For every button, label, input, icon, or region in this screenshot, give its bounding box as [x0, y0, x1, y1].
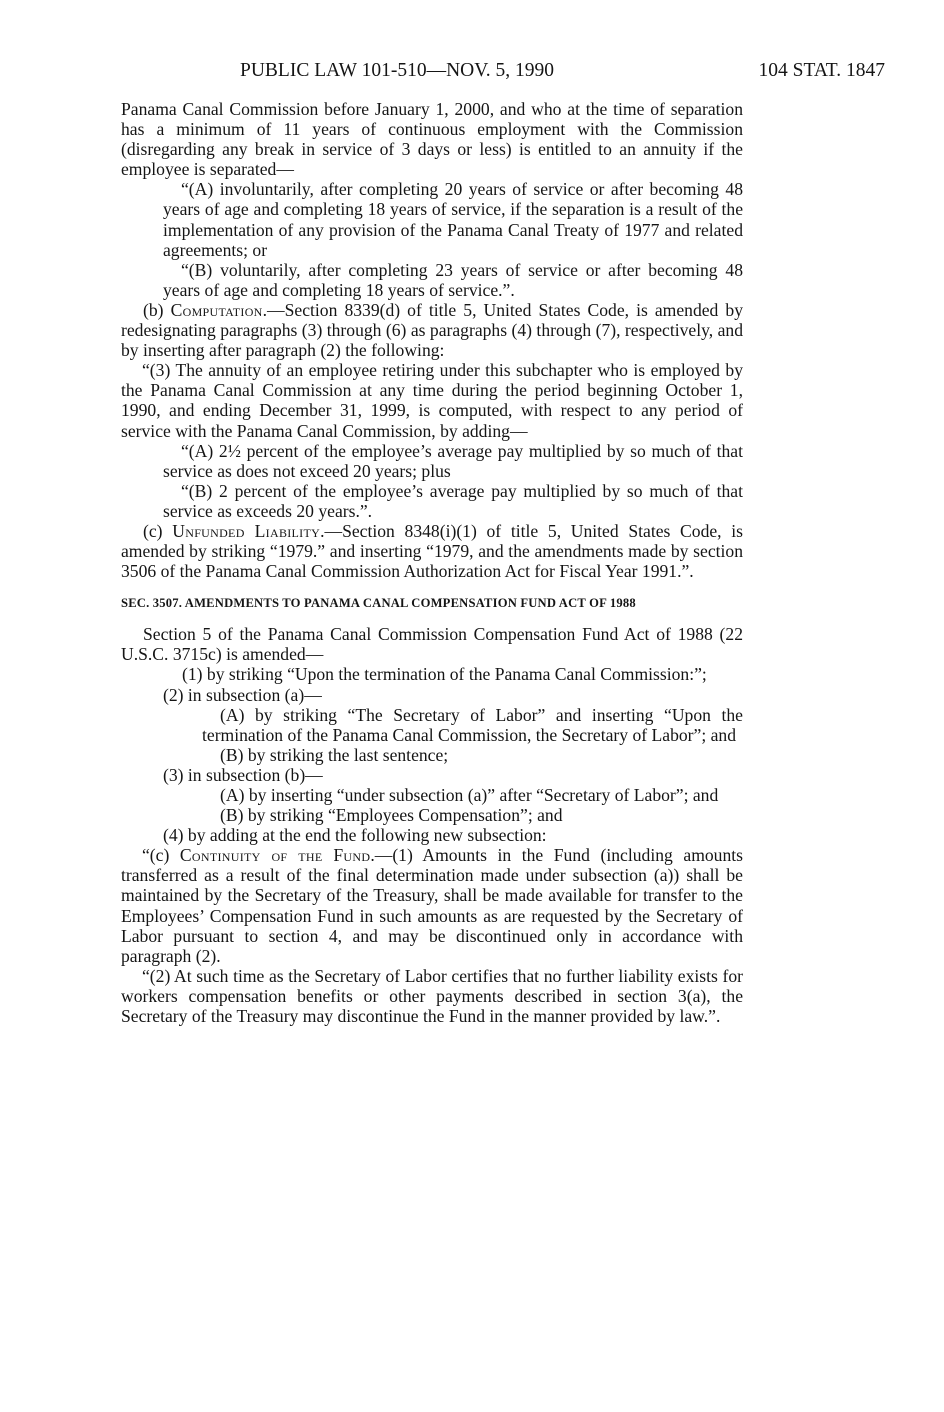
quoted-subparagraph-b: “(B) 2 percent of the employee’s average pay multiplied by so much of that service as exceeds 20 years.”.	[163, 480, 743, 521]
amendment-item-1: (1) by striking “Upon the termination of the Panama Canal Commission:”;	[182, 664, 707, 685]
subsection-c-unfunded-liability	[121, 521, 743, 581]
quoted-paragraph-3: “(3) The annuity of an employee retiring under this subchapter who is employed by the Panama Canal Commission at any time during the period beginning October 1, 1990, and ending December 31, 1999, is computed, with respect to any period of service with the Panama Canal Commission, by adding—	[121, 360, 743, 441]
new-subsection-c-continuity	[121, 845, 743, 966]
subsection-b-computation	[121, 300, 743, 360]
amendment-item-3: (3) in subsection (b)—	[163, 764, 323, 785]
new-subsection-c-paragraph-1: .—(1) Amounts in the Fund (including amounts transferred as a result of the final determination made under subsection (a)) shall be maintained by the Secretary of the Treasury, shall be made available for transfer to the Employees’ Compensation Fund in such amounts as are requested by the Secretary of Labor pursuant to section 4, and may be discontinued only in accordance with paragraph (2).	[121, 845, 743, 966]
amendment-item-2: (2) in subsection (a)—	[163, 684, 322, 705]
section-heading	[121, 595, 743, 612]
section-title: AMENDMENTS TO PANAMA CANAL COMPENSATION FUND ACT OF 1988	[184, 596, 636, 611]
subsection-b-text: .—Section 8339(d) of title 5, United States Code, is amended by redesignating paragraphs (3) through (6) as paragraphs (4) through (7), respectively, and by inserting after paragraph (2) the following:	[121, 299, 743, 361]
subparagraph-a-involuntary: “(A) involuntarily, after completing 20 years of service or after becoming 48 years of age and completing 18 years of service, if the separation is a result of the implementation of any provision of the Panama Canal Treaty of 1977 and related agreements; or	[163, 179, 743, 260]
section-intro: Section 5 of the Panama Canal Commission Compensation Fund Act of 1988 (22 U.S.C. 3715c) is amended—	[121, 624, 743, 665]
document-body	[121, 99, 743, 1026]
paragraph-continuation: Panama Canal Commission before January 1, 2000, and who at the time of separation has a minimum of 11 years of continuous employment with the Commission (disregarding any break in service of 3 days or less) is entitled to an annuity if the employee is separated—	[121, 99, 743, 180]
amendment-item-2b: (B) by striking the last sentence;	[220, 744, 449, 765]
running-title: PUBLIC LAW 101-510—NOV. 5, 1990	[240, 60, 555, 81]
subsection-c-label: (c)	[143, 520, 173, 541]
section-number: SEC. 3507.	[121, 596, 183, 611]
page-header	[120, 58, 885, 84]
subparagraph-b-voluntary: “(B) voluntarily, after completing 23 years of service or after becoming 48 years of age and completing 18 years of service.”.	[163, 259, 743, 300]
subsection-b-label: (b)	[143, 299, 171, 320]
amendment-item-4: (4) by adding at the end the following new subsection:	[163, 825, 547, 846]
amendment-item-3a: (A) by inserting “under subsection (a)” after “Secretary of Labor”; and	[220, 785, 719, 805]
stat-page-number: 104 STAT. 1847	[758, 60, 885, 81]
new-subsection-c-heading: Continuity of the Fund	[179, 845, 371, 866]
new-subsection-c-open: “(c)	[142, 845, 180, 866]
amendment-item-3b: (B) by striking “Employees Compensation”; and	[220, 805, 563, 826]
new-subsection-c-paragraph-2: “(2) At such time as the Secretary of Labor certifies that no further liability exists for workers compensation benefits or other payments described in section 3(a), the Secretary of the Treasury may discontinue the Fund in the manner provided by law.”.	[121, 965, 743, 1027]
subsection-c-heading: Unfunded Liability	[172, 520, 321, 541]
subsection-c-text: .—Section 8348(i)(1) of title 5, United States Code, is amended by striking “1979.” and inserting “1979, and the amendments made by section 3506 of the Panama Canal Commission Authorization Act for Fiscal Year 1991.”.	[121, 520, 743, 582]
subsection-b-heading: Computation	[170, 299, 263, 320]
quoted-subparagraph-a: “(A) 2½ percent of the employee’s average pay multiplied by so much of that service as does not exceed 20 years; plus	[163, 440, 743, 481]
amendment-item-2a: (A) by striking “The Secretary of Labor” and inserting “Upon the termination of the Panama Canal Commission, the Secretary of Labor”; and	[202, 704, 743, 745]
